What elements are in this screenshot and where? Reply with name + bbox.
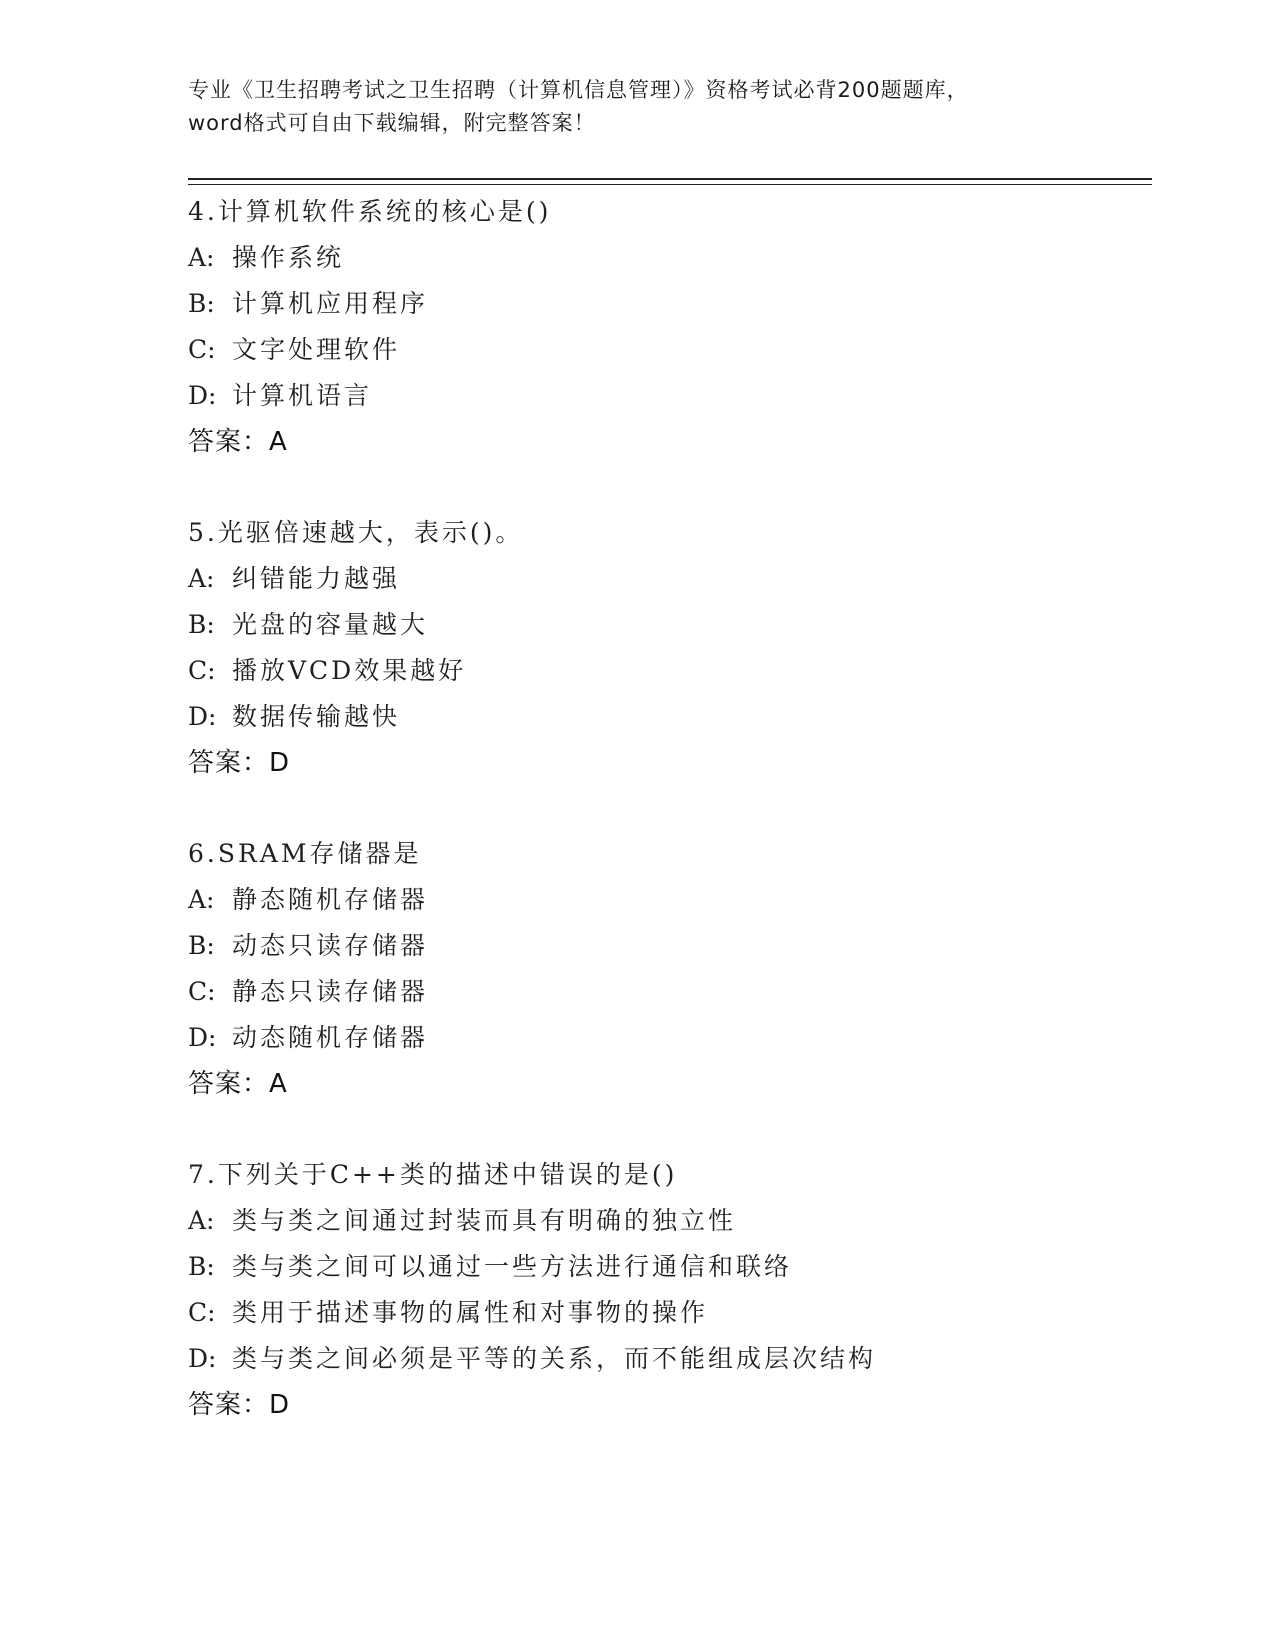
option-text: 类用于描述事物的属性和对事物的操作 [232, 1298, 709, 1327]
option-text: 静态只读存储器 [232, 977, 429, 1006]
option-text: 播放VCD效果越好 [232, 656, 467, 685]
option-label: B: [188, 289, 215, 318]
answer-line: 答案：D [188, 1390, 291, 1420]
question-list [188, 189, 1148, 1473]
option-d [188, 694, 1148, 740]
option-a [188, 1198, 1148, 1244]
option-text: 静态随机存储器 [232, 885, 429, 914]
option-label: C: [188, 335, 216, 364]
option-label: D: [188, 381, 217, 410]
answer-line: 答案：A [188, 1069, 288, 1099]
option-d [188, 373, 1148, 419]
option-a [188, 556, 1148, 602]
question-5 [188, 510, 1148, 786]
header-divider-thick [188, 178, 1152, 180]
option-text: 类与类之间必须是平等的关系，而不能组成层次结构 [232, 1344, 877, 1373]
option-text: 文字处理软件 [232, 335, 401, 364]
question-6 [188, 831, 1148, 1107]
question-stem: 5.光驱倍速越大，表示()。 [188, 518, 524, 547]
option-b [188, 602, 1148, 648]
header-line-2: word格式可自由下载编辑，附完整答案！ [188, 111, 596, 135]
option-text: 数据传输越快 [232, 702, 401, 731]
option-a [188, 235, 1148, 281]
option-label: C: [188, 656, 216, 685]
option-text: 动态随机存储器 [232, 1023, 429, 1052]
option-label: B: [188, 610, 215, 639]
option-c [188, 648, 1148, 694]
option-b [188, 1244, 1148, 1290]
option-label: D: [188, 1344, 217, 1373]
option-label: B: [188, 1252, 215, 1281]
option-d [188, 1015, 1148, 1061]
option-label: A: [188, 885, 215, 914]
option-c [188, 969, 1148, 1015]
option-label: B: [188, 931, 215, 960]
document-header [188, 74, 1088, 140]
option-b [188, 281, 1148, 327]
option-text: 类与类之间可以通过一些方法进行通信和联络 [232, 1252, 793, 1281]
option-label: A: [188, 564, 215, 593]
option-a [188, 877, 1148, 923]
option-d [188, 1336, 1148, 1382]
option-label: D: [188, 1023, 217, 1052]
question-stem: 6.SRAM存储器是 [188, 839, 422, 868]
option-text: 计算机语言 [232, 381, 373, 410]
option-text: 光盘的容量越大 [232, 610, 429, 639]
answer-line: 答案：A [188, 427, 288, 457]
option-text: 动态只读存储器 [232, 931, 429, 960]
question-4 [188, 189, 1148, 465]
option-label: C: [188, 1298, 216, 1327]
header-line-1: 专业《卫生招聘考试之卫生招聘（计算机信息管理）》资格考试必背200题题库， [188, 78, 969, 102]
option-b [188, 923, 1148, 969]
option-text: 计算机应用程序 [232, 289, 429, 318]
option-text: 类与类之间通过封装而具有明确的独立性 [232, 1206, 737, 1235]
option-label: A: [188, 1206, 215, 1235]
option-label: D: [188, 702, 217, 731]
question-7 [188, 1152, 1148, 1428]
option-c [188, 327, 1148, 373]
option-c [188, 1290, 1148, 1336]
header-divider-thin [188, 184, 1152, 185]
option-text: 纠错能力越强 [232, 564, 401, 593]
answer-line: 答案：D [188, 748, 291, 778]
option-text: 操作系统 [232, 243, 345, 272]
option-label: A: [188, 243, 215, 272]
option-label: C: [188, 977, 216, 1006]
question-stem: 7.下列关于C++类的描述中错误的是() [188, 1160, 678, 1189]
question-stem: 4.计算机软件系统的核心是() [188, 197, 552, 226]
